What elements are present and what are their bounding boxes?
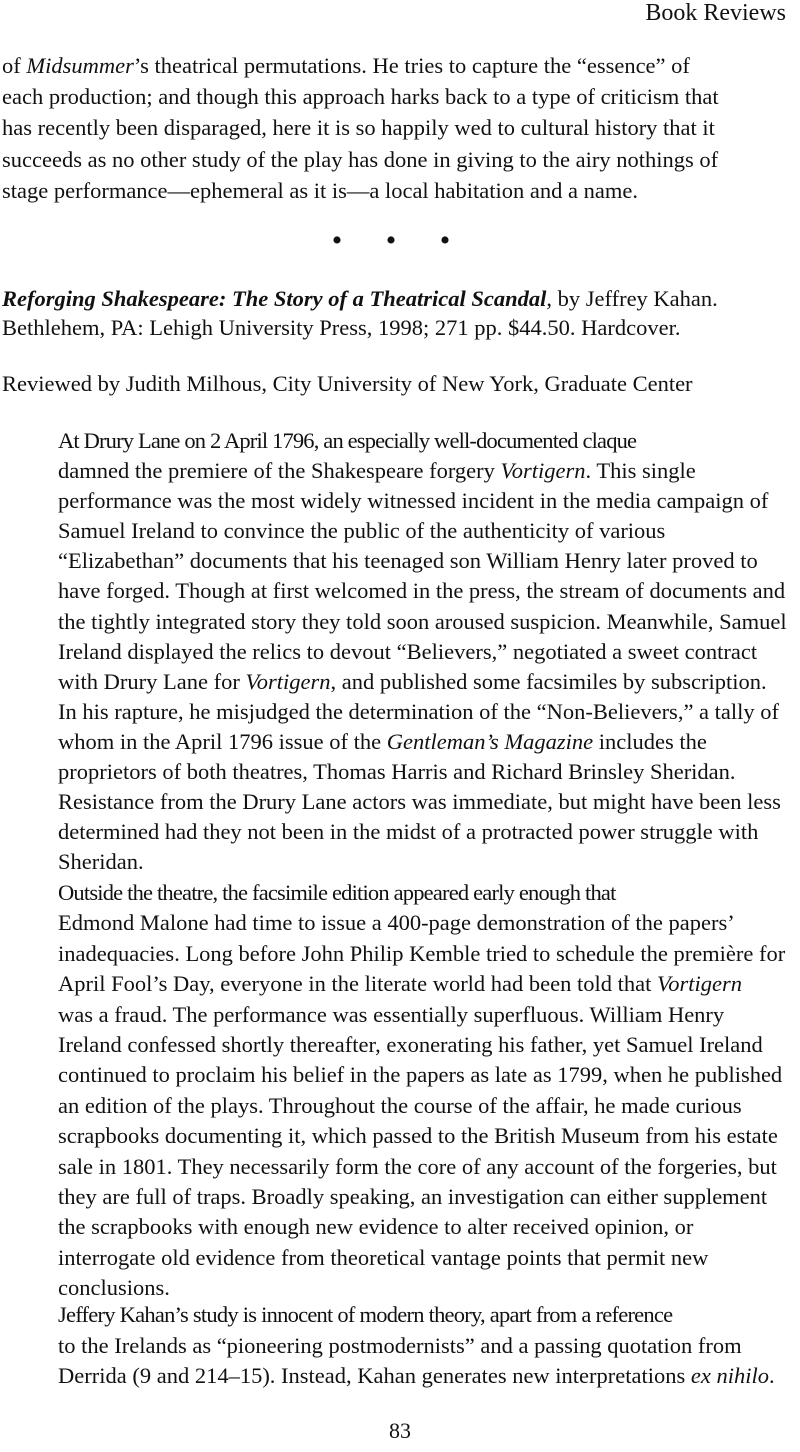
text-segment: , and published some facsimiles by subscription. xyxy=(330,668,767,694)
text-line xyxy=(2,969,800,999)
text-line: has recently been disparaged, here it is so happily wed to cultural history that it xyxy=(2,115,715,141)
page-number: 83 xyxy=(389,1418,411,1443)
book-title: Reforging Shakespeare: The Story of a Theatrical Scandal xyxy=(2,286,547,311)
review-paragraph-1 xyxy=(2,426,800,877)
text-segment: includes the xyxy=(593,728,707,754)
text-line: inadequacies. Long before John Philip Kemble tried to schedule the première for xyxy=(58,940,786,966)
text-line: Edmond Malone had time to issue a 400-page demonstration of the papers’ xyxy=(58,910,735,936)
text-line: sale in 1801. They necessarily form the core of any account of the forgeries, but xyxy=(58,1153,777,1179)
section-break: • • • xyxy=(331,224,469,257)
text-line xyxy=(2,1361,800,1392)
text-segment: whom in the April 1796 issue of the xyxy=(58,728,387,754)
text-line: Jeffery Kahan’s study is innocent of modern theory, apart from a reference xyxy=(58,1302,673,1327)
text-line: Resistance from the Drury Lane actors was immediate, but might have been less xyxy=(58,789,781,815)
italic-title: Vortigern xyxy=(657,971,743,997)
intro-paragraph xyxy=(2,50,800,206)
text-line: have forged. Though at first welcomed in the press, the stream of documents and xyxy=(58,578,786,604)
text-line: stage performance—ephemeral as it is—a local habitation and a name. xyxy=(2,177,638,203)
text-segment: with Drury Lane for xyxy=(58,668,246,694)
text-line: Ireland confessed shortly thereafter, exonerating his father, yet Samuel Ireland xyxy=(58,1032,763,1058)
text-line: was a fraud. The performance was essentially superfluous. William Henry xyxy=(58,1001,725,1027)
text-segment: . xyxy=(769,1363,775,1388)
text-line: continued to proclaim his belief in the papers as late as 1799, when he published xyxy=(58,1062,783,1088)
text-line: each production; and though this approach harks back to a type of criticism that xyxy=(2,84,719,110)
italic-title: Vortigern xyxy=(500,458,586,484)
text-segment: . This single xyxy=(585,458,696,484)
text-line: “Elizabethan” documents that his teenaged son William Henry later proved to xyxy=(58,548,758,574)
text-line: conclusions. xyxy=(58,1275,170,1301)
text-line xyxy=(2,727,800,757)
text-segment: ’s theatrical permutations. He tries to capture the “essence” of xyxy=(133,53,690,78)
italic-title: Vortigern xyxy=(245,668,331,694)
book-publication: Bethlehem, PA: Lehigh University Press, 1998; 271 pp. $44.50. Hardcover. xyxy=(2,315,681,340)
text-line: to the Irelands as “pioneering postmodernists” and a passing quotation from xyxy=(58,1332,742,1358)
review-paragraph-3 xyxy=(2,1300,800,1392)
text-line: Samuel Ireland to convince the public of the authenticity of various xyxy=(58,518,666,544)
text-segment: April Fool’s Day, everyone in the literate world had been told that xyxy=(58,971,658,997)
text-line: the scrapbooks with enough new evidence to alter received opinion, or xyxy=(58,1214,694,1240)
book-citation xyxy=(2,284,800,342)
book-author: , by Jeffrey Kahan. xyxy=(546,286,718,311)
text-segment: of xyxy=(2,53,27,78)
text-line: an edition of the plays. Throughout the course of the affair, he made curious xyxy=(58,1092,742,1118)
text-segment: Derrida (9 and 214–15). Instead, Kahan generates new interpretations xyxy=(58,1363,691,1388)
text-line: Ireland displayed the relics to devout “Believers,” negotiated a sweet contract xyxy=(58,638,758,664)
italic-title: ex nihilo xyxy=(690,1363,769,1388)
text-line: performance was the most widely witnessed incident in the media campaign of xyxy=(58,488,769,514)
text-line: Outside the theatre, the facsimile edition appeared early enough that xyxy=(58,880,616,905)
text-line: they are full of traps. Broadly speaking, an investigation can either supplement xyxy=(58,1184,768,1210)
review-paragraph-2 xyxy=(2,878,800,1304)
running-header: Book Reviews xyxy=(645,0,786,26)
text-line: the tightly integrated story they told soon aroused suspicion. Meanwhile, Samuel xyxy=(58,608,787,634)
text-line: At Drury Lane on 2 April 1796, an especially well-documented claque xyxy=(58,428,637,453)
text-line: In his rapture, he misjudged the determination of the “Non-Believers,” a tally of xyxy=(58,698,780,724)
text-line: Sheridan. xyxy=(58,849,144,875)
italic-title: Midsummer xyxy=(26,53,134,78)
italic-title: Gentleman’s Magazine xyxy=(386,728,594,754)
text-line: interrogate old evidence from theoretical vantage points that permit new xyxy=(58,1244,709,1270)
text-line xyxy=(2,456,800,486)
text-line: proprietors of both theatres, Thomas Harris and Richard Brinsley Sheridan. xyxy=(58,759,736,785)
reviewer-line: Reviewed by Judith Milhous, City University of New York, Graduate Center xyxy=(2,371,693,396)
text-line: determined had they not been in the midst of a protracted power struggle with xyxy=(58,819,759,845)
text-line xyxy=(2,50,800,81)
text-line xyxy=(2,667,800,697)
citation-line-1 xyxy=(2,284,800,313)
text-line: succeeds as no other study of the play has done in giving to the airy nothings of xyxy=(2,146,719,172)
text-line: scrapbooks documenting it, which passed to the British Museum from his estate xyxy=(58,1123,778,1149)
text-segment: damned the premiere of the Shakespeare forgery xyxy=(58,458,501,484)
